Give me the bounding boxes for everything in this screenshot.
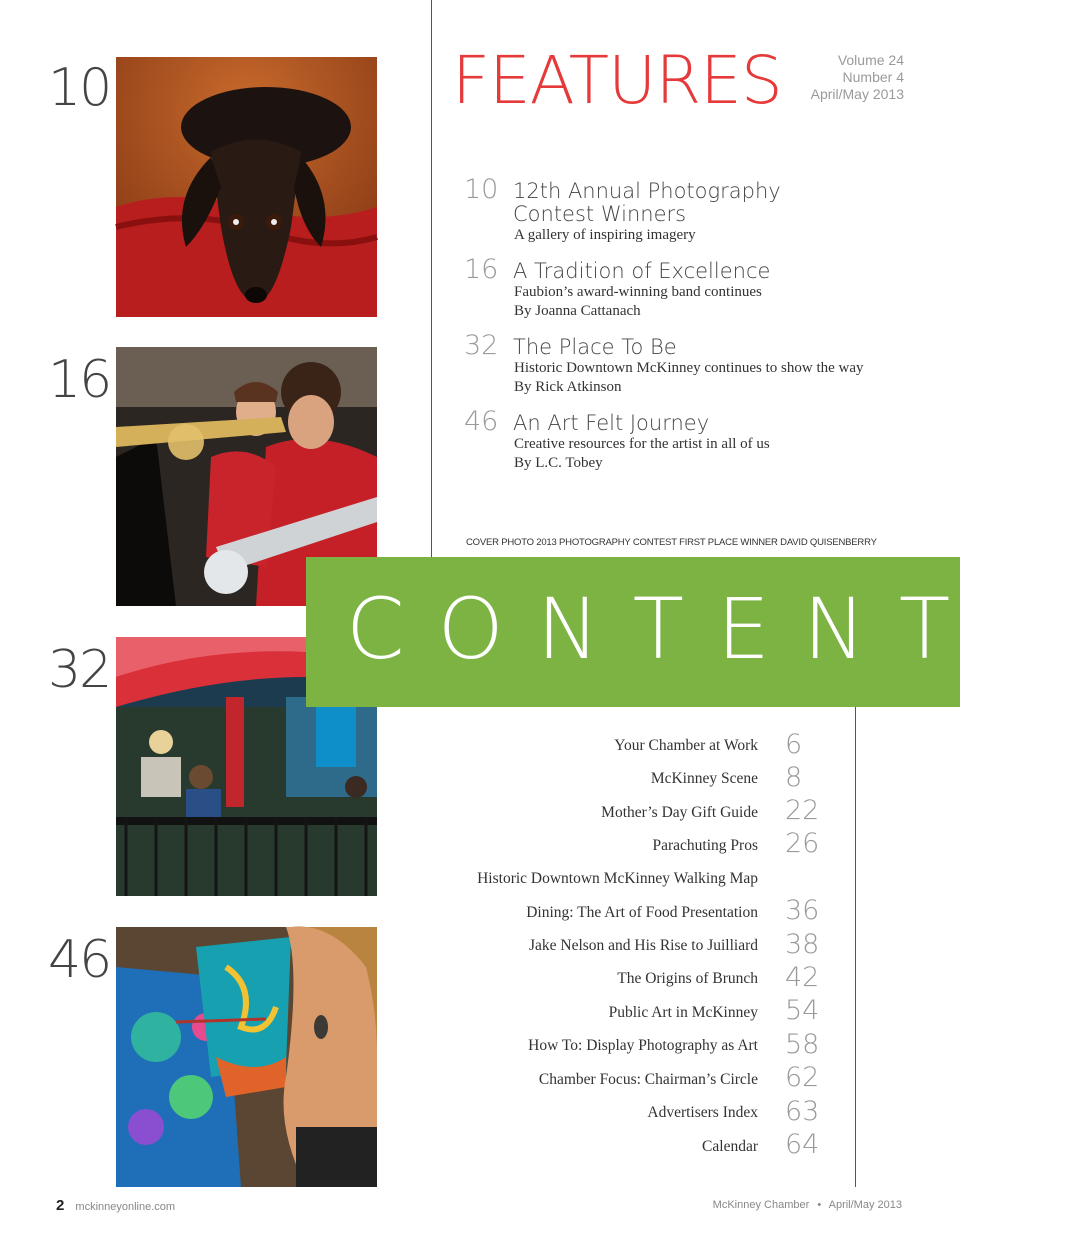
toc-item[interactable] [609,1004,758,1034]
issue-date: April/May 2013 [810,86,904,102]
toc-item[interactable] [539,1071,758,1101]
toc-item[interactable] [614,737,758,767]
toc-item[interactable] [528,1037,758,1067]
feature-item[interactable] [464,330,904,397]
toc-item-page: 63 [785,1096,820,1127]
toc-item-page: 6 [785,729,803,760]
feature-item[interactable] [464,254,904,321]
feature-page-number: 32 [464,330,499,361]
toc-item-label: How To: Display Photography as Art [528,1037,758,1054]
feature-title [513,180,904,226]
dog-photo[interactable] [116,57,377,317]
toc-item-label: Public Art in McKinney [608,1004,758,1021]
toc-item-page: 26 [785,828,820,859]
feature-item[interactable] [464,406,904,473]
feature-title-line: 12th Annual Photography [513,179,781,203]
toc-item-page: 64 [785,1129,820,1160]
footer-left [56,1197,175,1214]
feature-page-number: 10 [464,174,499,205]
contents-divider [855,707,856,1187]
toc-item[interactable] [477,870,758,900]
toc-item[interactable] [526,904,758,934]
toc-item[interactable] [653,837,758,867]
cover-photo-credit: COVER PHOTO 2013 PHOTOGRAPHY CONTEST FIRST PLACE WINNER DAVID QUISENBERRY [466,537,877,548]
footer-page-number: 2 [56,1197,65,1214]
toc-item[interactable] [617,970,758,1000]
toc-item-label: Calendar [702,1138,758,1155]
feature-title-line: Contest Winners [513,202,687,226]
feature-byline: By Joanna Cattanach [514,303,641,319]
painter-photo[interactable] [116,927,377,1187]
toc-item-label: Chamber Focus: Chairman’s Circle [538,1071,758,1088]
feature-title: A Tradition of Excellence [513,259,771,283]
number-label: Number 4 [842,69,904,85]
toc-item-page: 38 [785,929,820,960]
toc-item-page: 62 [785,1062,820,1093]
toc-item-label: Dining: The Art of Food Presentation [526,904,758,921]
toc-item-label: Parachuting Pros [652,837,758,854]
toc-item[interactable] [702,1138,758,1168]
footer-issue: April/May 2013 [828,1199,902,1211]
toc-item-label: Advertisers Index [647,1104,758,1121]
volume-label: Volume 24 [837,52,904,68]
contents-banner [306,557,1069,707]
feature-page-number: 16 [464,254,499,285]
toc-item[interactable] [601,804,758,834]
toc-item-page: 42 [785,962,820,993]
toc-item-page: 58 [785,1029,820,1060]
side-number-46: 46 [48,930,111,990]
toc-item[interactable] [529,937,758,967]
toc-item-page: 8 [785,762,803,793]
issue-info [811,52,904,103]
feature-description: A gallery of inspiring imagery [514,227,696,243]
toc-item-page: 36 [785,895,820,926]
footer-separator: • [817,1199,822,1211]
side-number-10: 10 [48,58,111,118]
toc-item-page: 54 [785,995,820,1026]
feature-byline: By Rick Atkinson [514,379,622,395]
toc-item-label: Mother’s Day Gift Guide [601,804,758,821]
feature-title: The Place To Be [513,335,677,359]
feature-item[interactable] [464,174,904,245]
toc-item-label: Jake Nelson and His Rise to Juilliard [528,937,758,954]
contents-title: CONTENTS [346,580,1069,678]
feature-description: Historic Downtown McKinney continues to show the way [514,360,864,376]
side-number-16: 16 [48,350,111,410]
feature-description: Creative resources for the artist in all of us [514,436,770,452]
toc-item-label: Historic Downtown McKinney Walking Map [477,870,758,887]
toc-item-page: 22 [785,795,820,826]
toc-item[interactable] [647,1104,758,1134]
footer-publication: McKinney Chamber [712,1199,810,1211]
feature-byline: By L.C. Tobey [514,455,603,471]
feature-title: An Art Felt Journey [513,411,710,435]
toc-item-label: McKinney Scene [650,770,758,787]
feature-page-number: 46 [464,406,499,437]
toc-item[interactable] [651,770,758,800]
toc-item-label: Your Chamber at Work [614,737,758,754]
toc-item-label: The Origins of Brunch [617,970,758,987]
footer-right [713,1199,902,1211]
footer-website-link[interactable]: mckinneyonline.com [75,1201,176,1213]
features-divider [431,0,432,557]
feature-description: Faubion’s award-winning band continues [514,284,762,300]
side-number-32: 32 [48,640,111,700]
features-title: FEATURES [452,42,782,119]
